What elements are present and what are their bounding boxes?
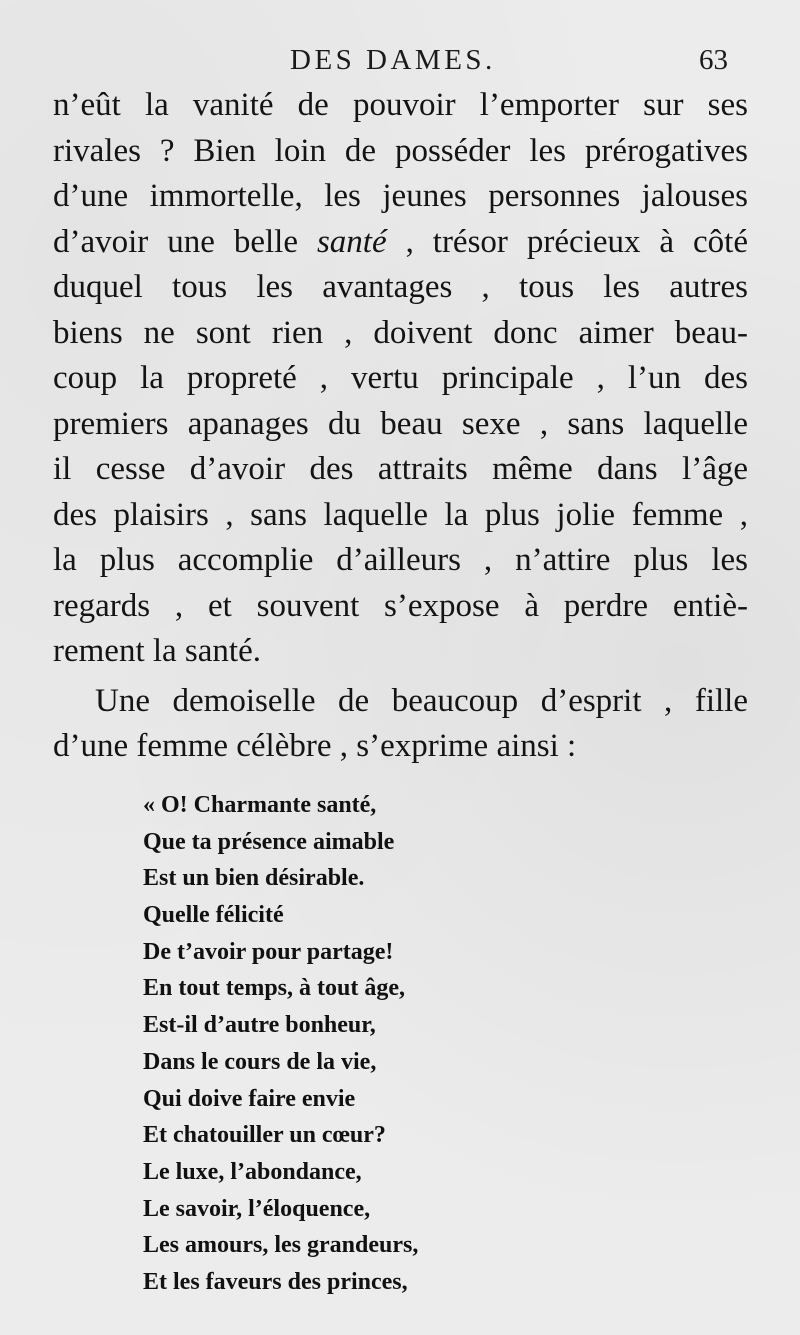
running-title: DES DAMES. [290,44,496,76]
poem-verse: Les amours, les grandeurs, [143,1232,419,1259]
poem-verse: Qui doive faire envie [143,1085,356,1112]
page-header [0,44,800,84]
paragraph-2 [53,679,748,770]
poem-verse: De t’avoir pour partage! [143,938,394,965]
prose-text [53,83,748,770]
text-line: d’une immortelle, les jeunes personnes jalouses [53,178,748,214]
text-line: n’eût la vanité de pouvoir l’emporter sur ses [53,87,748,123]
poem-verse: En tout temps, à tout âge, [143,975,405,1002]
text-line: regards , et souvent s’expose à perdre entiè- [53,587,748,624]
poem-verse: Dans le cours de la vie, [143,1048,377,1075]
text-line: premiers apanages du beau sexe , sans laquelle [53,405,748,442]
poem [143,787,623,1301]
text-line: Une demoiselle de beaucoup d’esprit , fille [95,682,748,719]
text-segment: d’avoir une belle [53,223,317,260]
poem-verse: Que ta présence aimable [143,828,395,855]
poem-verse: Et chatouiller un cœur? [143,1122,386,1149]
text-line: coup la propreté , vertu principale , l’un des [53,360,748,396]
poem-verse: Le luxe, l’abondance, [143,1158,362,1185]
text-line: biens ne sont rien , doivent donc aimer beau- [53,314,748,351]
italic-word: santé [316,223,387,260]
poem-verse: « O! Charmante santé, [143,792,377,818]
poem-verse: Quelle félicité [143,902,284,929]
text-line [53,220,748,266]
text-line: la plus accomplie d’ailleurs , n’attire plus les [53,542,748,578]
poem-verse: Est un bien désirable. [143,865,365,892]
text-segment: , trésor précieux à côté [386,223,748,260]
text-line: duquel tous les avantages , tous les autres [53,269,748,305]
text-line: des plaisirs , sans laquelle la plus jolie femme , [53,496,748,533]
poem-verse: Est-il d’autre bonheur, [143,1012,376,1039]
paragraph-1 [53,83,748,675]
text-line: d’une femme célèbre , s’exprime ainsi : [53,728,577,764]
text-line: il cesse d’avoir des attraits même dans l’âge [53,451,748,487]
text-line: rement la santé. [53,633,261,669]
poem-verse: Et les faveurs des princes, [143,1268,408,1295]
page-number: 63 [699,44,728,76]
poem-verse: Le savoir, l’éloquence, [143,1195,371,1222]
text-line: rivales ? Bien loin de posséder les prérogatives [53,132,748,169]
